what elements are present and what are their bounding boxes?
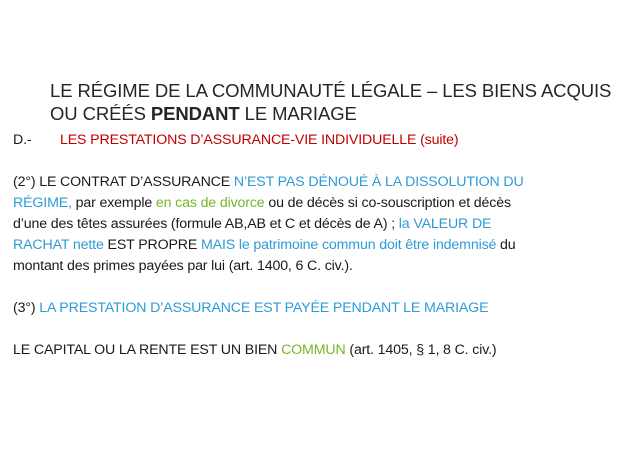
- p4-l1-text-end: (art. 1405, § 1, 8 C. civ.): [345, 342, 497, 358]
- title-line-1: LE RÉGIME DE LA COMMUNAUTÉ LÉGALE – LES BIENS ACQUIS: [50, 80, 612, 101]
- paragraph-2-line-2: [13, 193, 628, 214]
- spacer: [13, 277, 628, 298]
- p2-l4-highlight-2: MAIS le patrimoine commun doit être indemnisé: [201, 237, 497, 253]
- p2-l2-green: en cas de divorce: [155, 195, 265, 211]
- p2-l4-text-end: du: [496, 237, 516, 253]
- title-line-2: [50, 102, 620, 125]
- p4-l1-green: COMMUN: [281, 342, 346, 358]
- spacer: [13, 151, 628, 172]
- title-emphasis-pendant: PENDANT: [150, 103, 240, 124]
- p2-l3-highlight: la VALEUR DE: [398, 216, 492, 232]
- p2-l1-highlight: N’EST PAS DÉNOUÉ À LA DISSOLUTION DU: [233, 174, 524, 190]
- section-prefix: D.-: [13, 132, 32, 148]
- section-heading-text: LES PRESTATIONS D’ASSURANCE-VIE INDIVIDUELLE (suite): [60, 132, 459, 148]
- p2-l3-text: d’une des têtes assurées (formule AB,AB et C et décès de A) ;: [13, 216, 399, 232]
- paragraph-2-line-1: [13, 172, 628, 193]
- p2-l4-text: EST PROPRE: [103, 237, 201, 253]
- p3-l1-text: (3°): [13, 300, 40, 316]
- p2-l2-text-end: ou de décès si co-souscription et décès: [264, 195, 511, 211]
- slide-title: [50, 79, 620, 125]
- title-line-2-end: LE MARIAGE: [239, 103, 357, 124]
- title-line-2-start: OU CRÉÉS: [50, 103, 151, 124]
- p2-l2-highlight: RÉGIME,: [13, 195, 72, 211]
- paragraph-2-line-4: [13, 235, 628, 256]
- p3-l1-highlight: LA PRESTATION D’ASSURANCE EST PAYÉE PENDANT LE MARIAGE: [39, 300, 489, 316]
- paragraph-2-line-3: [13, 214, 628, 235]
- paragraph-4-line-1: [13, 340, 628, 361]
- section-heading: [13, 130, 628, 151]
- slide-body: [13, 130, 628, 361]
- paragraph-2-line-5: montant des primes payées par lui (art. 1400, 6 C. civ.).: [13, 258, 353, 274]
- p2-l1-text: (2°) LE CONTRAT D’ASSURANCE: [13, 174, 234, 190]
- p2-l2-text: par exemple: [71, 195, 156, 211]
- p2-l4-highlight: RACHAT nette: [13, 237, 104, 253]
- paragraph-3-line-1: [13, 298, 628, 319]
- spacer: [13, 319, 628, 340]
- p4-l1-text: LE CAPITAL OU LA RENTE EST UN BIEN: [13, 342, 282, 358]
